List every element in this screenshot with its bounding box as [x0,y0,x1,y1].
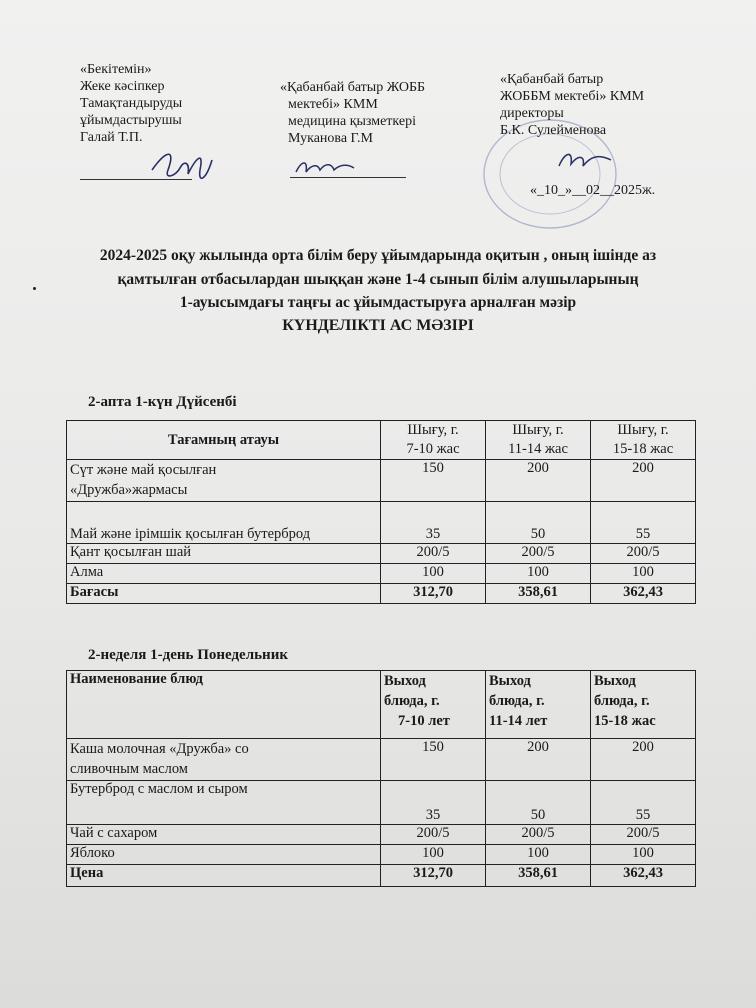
price-7-10: 312,70 [381,865,486,887]
portion-11-14: 50 [486,502,591,544]
approval-line: директоры [500,106,564,121]
column-header: Шығу, г. 11-14 жас [486,421,591,460]
approval-block-medical [280,79,426,147]
table-row [67,564,696,584]
document-title-line-2: қамтылған отбасылардан шыққан және 1-4 сынып білім алушыларының [117,271,639,288]
table-row [67,502,696,544]
approval-line: ЖОББМ мектебі» КММ [500,89,645,104]
week-day-label-ru: 2-неделя 1-день Понедельник [88,647,288,663]
dish-name: Яблоко [67,845,381,865]
portion-11-14: 200/5 [486,825,591,845]
portion-15-18: 200 [591,460,696,502]
document-title-line-1: 2024-2025 оқу жылында орта білім беру ұйымдарында оқитын , оның ішінде аз [99,247,657,264]
table-row [67,825,696,845]
table-row [67,739,696,781]
approval-block-entrepreneur [80,61,182,146]
dish-name: Сүт және май қосылған «Дружба»жармасы [67,460,381,502]
portion-11-14: 50 [486,781,591,825]
portion-7-10: 200/5 [381,825,486,845]
portion-15-18: 100 [591,845,696,865]
column-header: Наименование блюд [67,671,381,739]
table-row [67,845,696,865]
menu-table-kz [66,420,696,604]
approval-date: «_10_»__02__2025ж. [530,183,656,198]
approval-line: медицина қызметкері [288,114,416,129]
signature-entrepreneur [146,140,216,190]
portion-7-10: 100 [381,845,486,865]
signature-director [555,146,615,176]
table-row [67,544,696,564]
column-header: Выход блюда, г. 11-14 лет [486,671,591,739]
price-15-18: 362,43 [591,584,696,604]
price-11-14: 358,61 [486,584,591,604]
approval-name: Б.К. Сулейменова [500,123,607,138]
portion-15-18: 200/5 [591,544,696,564]
menu-table-ru [66,670,696,887]
portion-11-14: 200 [486,739,591,781]
portion-7-10: 200/5 [381,544,486,564]
approval-heading: «Қабанбай батыр [500,72,604,87]
portion-15-18: 55 [591,781,696,825]
table-row [67,460,696,502]
dish-name: Май және ірімшік қосылған бутерброд [67,502,381,544]
approval-line: Жеке кәсіпкер [80,79,165,94]
dish-name: Қант қосылған шай [67,544,381,564]
approval-line: «Қабанбай батыр ЖОББ [280,80,426,95]
portion-15-18: 100 [591,564,696,584]
week-day-label-kz: 2-апта 1-күн Дүйсенбі [88,394,237,410]
approval-name: Галай Т.П. [80,130,143,145]
column-header: Выход блюда, г. 15-18 жас [591,671,696,739]
approval-block-director [500,71,644,139]
table-row [67,781,696,825]
portion-15-18: 55 [591,502,696,544]
price-row [67,584,696,604]
portion-11-14: 200 [486,460,591,502]
portion-7-10: 100 [381,564,486,584]
table-header-row [67,421,696,460]
portion-7-10: 150 [381,460,486,502]
approval-heading: «Бекітемін» [80,62,152,77]
portion-11-14: 100 [486,845,591,865]
price-row [67,865,696,887]
column-header: Выход блюда, г. 7-10 лет [381,671,486,739]
dish-name: Алма [67,564,381,584]
dish-name: Чай с сахаром [67,825,381,845]
document-title-line-3: 1-ауысымдағы таңғы ас ұйымдастыруға арналған мәзір [179,294,577,311]
approval-line: ұйымдастырушы [80,113,182,128]
document-title-main: КҮНДЕЛІКТІ АС МӘЗІРІ [282,317,474,334]
portion-7-10: 35 [381,502,486,544]
portion-15-18: 200/5 [591,825,696,845]
approval-line: мектебі» КММ [288,97,378,112]
dish-name: Бутерброд с маслом и сыром [67,781,381,825]
price-15-18: 362,43 [591,865,696,887]
price-7-10: 312,70 [381,584,486,604]
signature-medical [292,154,362,182]
approval-name: Муканова Г.М [288,131,373,146]
dish-name: Каша молочная «Дружба» со сливочным маслом [67,739,381,781]
portion-15-18: 200 [591,739,696,781]
table-header-row [67,671,696,739]
price-label: Бағасы [67,584,381,604]
portion-11-14: 200/5 [486,544,591,564]
approval-line: Тамақтандыруды [80,96,183,111]
portion-7-10: 35 [381,781,486,825]
price-label: Цена [67,865,381,887]
portion-7-10: 150 [381,739,486,781]
column-header: Шығу, г. 15-18 жас [591,421,696,460]
portion-11-14: 100 [486,564,591,584]
price-11-14: 358,61 [486,865,591,887]
column-header: Тағамның атауы [67,421,381,460]
column-header: Шығу, г. 7-10 жас [381,421,486,460]
